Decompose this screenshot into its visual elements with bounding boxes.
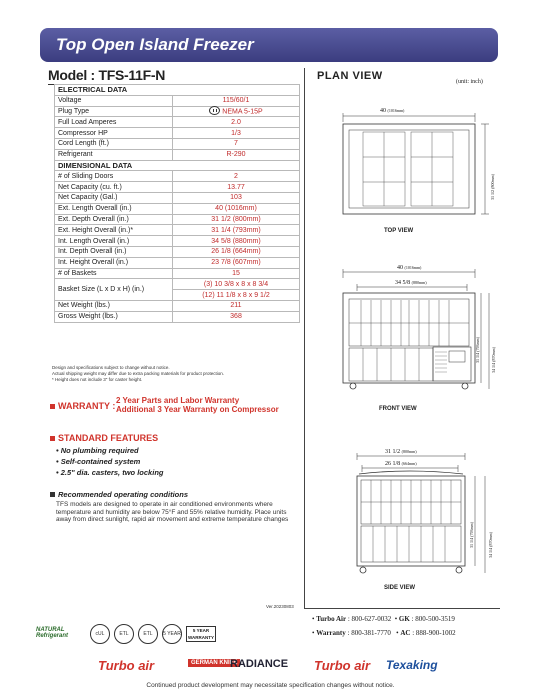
bullet-icon xyxy=(50,436,55,441)
natural-line: NATURAL xyxy=(36,627,65,633)
front-width-label: 40 (1016mm) xyxy=(397,265,422,271)
spec-value: 115/60/1 xyxy=(173,95,300,106)
spec-label: Net Capacity (cu. ft.) xyxy=(55,182,173,193)
spec-row xyxy=(55,225,300,236)
side-view-drawing xyxy=(357,453,485,573)
section-heading: DIMENSIONAL DATA xyxy=(55,160,300,171)
section-row xyxy=(55,85,300,96)
spec-value: 103 xyxy=(173,192,300,203)
texaking-logo: Texaking xyxy=(386,658,438,672)
feature-item: • Self-contained system xyxy=(56,456,163,467)
spec-value: 368 xyxy=(173,311,300,322)
spec-value: (12) 11 1/8 x 8 x 9 1/2 xyxy=(173,290,300,301)
year-badge xyxy=(162,624,182,644)
front-view-drawing xyxy=(343,269,489,389)
spec-label: Ext. Height Overall (in.)* xyxy=(55,225,173,236)
version-label: Ver.20230803 xyxy=(266,604,294,609)
side-width-label: 31 1/2 (800mm) xyxy=(385,449,417,455)
spec-label: Int. Length Overall (in.) xyxy=(55,236,173,247)
plan-view-title: PLAN VIEW xyxy=(317,70,383,82)
top-view-label: TOP VIEW xyxy=(384,228,414,234)
front-height-inner-label: 31 1/4 (793mm) xyxy=(475,337,480,363)
contact-number: 800-500-3519 xyxy=(415,615,455,623)
radiance-logo: RADIANCE xyxy=(230,658,289,670)
spec-notes xyxy=(52,365,224,383)
top-width-label: 40 (1016mm) xyxy=(380,108,405,114)
refrigerant-line: Refrigerant xyxy=(36,633,69,639)
features-title xyxy=(50,433,158,443)
side-height-inner-label: 31 1/4 (793mm) xyxy=(469,522,474,548)
recommended-body: TFS models are designed to operate in air conditioned environments where temperature and humidity are below 75°F and 55% relative humidity. Place units away from direct sunlight, rapid air movement and extreme temperature changes xyxy=(56,501,289,523)
spec-value: 34 5/8 (880mm) xyxy=(173,236,300,247)
front-height-outer-label: 34 1/4 (870mm) xyxy=(491,347,496,373)
plug-icon xyxy=(209,106,220,115)
warranty-label-text: WARRANTY : xyxy=(58,401,116,411)
contact-label: Warranty xyxy=(316,629,346,637)
spec-label: Basket Size (L x D x H) (in.) xyxy=(55,279,173,301)
turbo-air-logo-2: Turbo air xyxy=(314,658,371,673)
recommended-title-text: Recommended operating conditions xyxy=(58,490,189,499)
spec-value: 31 1/2 (800mm) xyxy=(173,214,300,225)
warranty-label xyxy=(50,401,115,411)
spec-row xyxy=(55,300,300,311)
spec-value: 26 1/8 (664mm) xyxy=(173,246,300,257)
spec-value: 1/3 xyxy=(173,128,300,139)
spec-value: 2.0 xyxy=(173,117,300,128)
contact-row: • Warranty : 800-381-7770 • AC : 888-900-1002 xyxy=(312,629,456,637)
bullet-icon xyxy=(50,492,55,497)
bullet-icon xyxy=(50,404,55,409)
side-inner-label: 26 1/8 (664mm) xyxy=(385,461,417,467)
note-line: * Height does not include 3" for caster height. xyxy=(52,377,143,382)
spec-row xyxy=(55,171,300,182)
section-row xyxy=(55,160,300,171)
contact-label: AC xyxy=(400,629,411,637)
contact-number: 800-381-7770 xyxy=(351,629,391,637)
spec-row xyxy=(55,106,300,117)
badge-line: 5 YEAR xyxy=(192,628,210,633)
turbo-air-logo: Turbo air xyxy=(98,658,155,673)
front-inner-label: 34 5/8 (880mm) xyxy=(395,280,427,286)
spec-label: Refrigerant xyxy=(55,149,173,160)
spec-value: 7 xyxy=(173,138,300,149)
page-title: Top Open Island Freezer xyxy=(56,35,254,54)
spec-value: 15 xyxy=(173,268,300,279)
warranty-line: Additional 3 Year Warranty on Compressor xyxy=(116,405,279,414)
unit-label: (unit: inch) xyxy=(456,79,483,85)
spec-value: 13.77 xyxy=(173,182,300,193)
spec-label: # of Baskets xyxy=(55,268,173,279)
features-list xyxy=(56,445,163,478)
spec-row xyxy=(55,182,300,193)
spec-label: Cord Length (ft.) xyxy=(55,138,173,149)
spec-label: Ext. Depth Overall (in.) xyxy=(55,214,173,225)
spec-value: 40 (1016mm) xyxy=(173,203,300,214)
header-bar xyxy=(40,28,498,62)
model-number: Model : TFS-11F-N xyxy=(48,67,166,83)
contact-label: GK xyxy=(398,615,410,623)
spec-table xyxy=(54,84,300,323)
badge-line: WARRANTY xyxy=(188,635,214,640)
top-depth-label: 31 1/2 (800mm) xyxy=(490,174,495,200)
contact-row: • Turbo Air : 800-627-0032 • GK : 800-500-3519 xyxy=(312,615,455,623)
warranty-badge xyxy=(186,626,216,642)
spec-label: Int. Height Overall (in.) xyxy=(55,257,173,268)
contact-number: 888-900-1002 xyxy=(415,629,456,637)
spec-label: Full Load Amperes xyxy=(55,117,173,128)
spec-label: Gross Weight (lbs.) xyxy=(55,311,173,322)
spec-value: 2 xyxy=(173,171,300,182)
section-heading: ELECTRICAL DATA xyxy=(55,85,300,96)
features-title-text: STANDARD FEATURES xyxy=(58,433,159,443)
spec-row xyxy=(55,214,300,225)
contact-number: 800-627-0032 xyxy=(351,615,392,623)
spec-row xyxy=(55,236,300,247)
spec-row xyxy=(55,192,300,203)
side-height-outer-label: 34 1/4 (870mm) xyxy=(488,532,493,558)
spec-row xyxy=(55,203,300,214)
feature-item: • No plumbing required xyxy=(56,445,163,456)
plug-text: NEMA 5-15P xyxy=(222,108,263,116)
plan-drawings xyxy=(305,88,500,598)
spec-row xyxy=(55,149,300,160)
footer-disclaimer: Continued product development may necessitate specification changes without notice. xyxy=(146,682,395,689)
spec-value: R-290 xyxy=(173,149,300,160)
spec-label: Plug Type xyxy=(55,106,173,117)
front-view-label: FRONT VIEW xyxy=(379,406,417,412)
spec-label: Net Capacity (Gal.) xyxy=(55,192,173,203)
spec-row xyxy=(55,128,300,139)
spec-row xyxy=(55,246,300,257)
spec-value: 23 7/8 (607mm) xyxy=(173,257,300,268)
cul-logo: cUL xyxy=(90,624,110,644)
spec-label: Compressor HP xyxy=(55,128,173,139)
note-line: Actual shipping weight may differ due to extra packing materials for product protection. xyxy=(52,371,225,376)
spec-row xyxy=(55,95,300,106)
spec-label: Int. Depth Overall (in.) xyxy=(55,246,173,257)
spec-row xyxy=(55,311,300,322)
spec-row xyxy=(55,268,300,279)
spec-value: 211 xyxy=(173,300,300,311)
warranty-line: 2 Year Parts and Labor Warranty xyxy=(116,396,240,405)
year-badge-text: 5 YEAR xyxy=(163,631,181,637)
spec-row xyxy=(55,279,300,290)
natural-refrigerant-logo xyxy=(36,627,68,639)
spec-row xyxy=(55,138,300,149)
spec-label: # of Sliding Doors xyxy=(55,171,173,182)
side-view-label: SIDE VIEW xyxy=(384,585,416,591)
feature-item: • 2.5" dia. casters, two locking xyxy=(56,467,163,478)
spec-row xyxy=(55,257,300,268)
certification-logos xyxy=(36,622,226,648)
spec-value xyxy=(173,106,300,117)
etl-logo: ETL xyxy=(114,624,134,644)
warranty-details xyxy=(116,396,279,414)
note-line: Design and specifications subject to change without notice. xyxy=(52,365,170,370)
contact-divider xyxy=(304,608,500,609)
recommended-title xyxy=(50,490,188,499)
brand-logos xyxy=(36,655,506,677)
spec-label: Voltage xyxy=(55,95,173,106)
contact-info xyxy=(312,612,456,640)
spec-row xyxy=(55,117,300,128)
top-view-drawing xyxy=(343,113,489,214)
german-knife-logo: GERMAN KNIFE xyxy=(188,659,240,667)
contact-label: Turbo Air xyxy=(316,615,347,623)
spec-label: Net Weight (lbs.) xyxy=(55,300,173,311)
spec-value: (3) 10 3/8 x 8 x 8 3/4 xyxy=(173,279,300,290)
etl-sanitation-logo: ETL xyxy=(138,624,158,644)
spec-value: 31 1/4 (793mm) xyxy=(173,225,300,236)
spec-label: Ext. Length Overall (in.) xyxy=(55,203,173,214)
